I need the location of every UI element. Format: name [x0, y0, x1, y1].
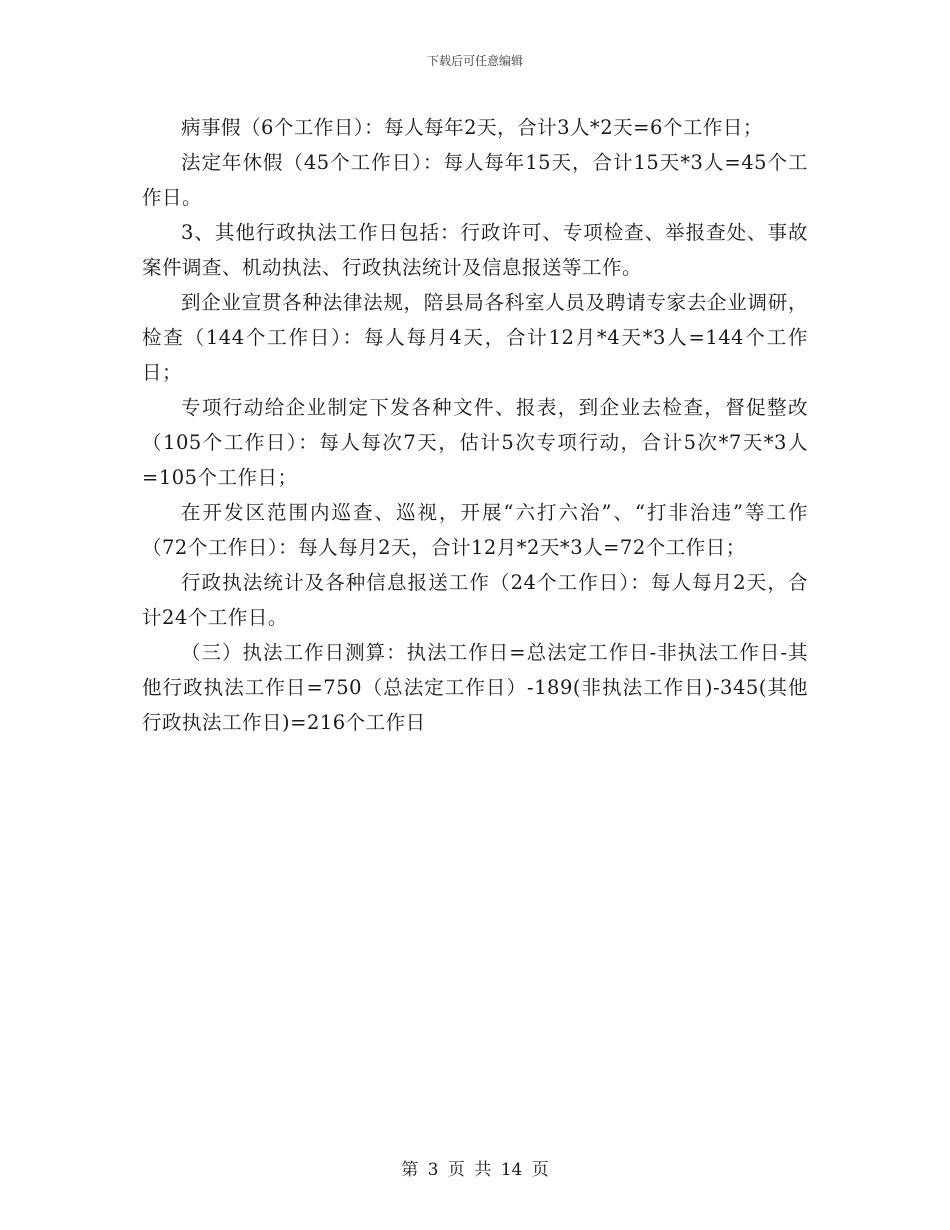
paragraph-sick-leave: 病事假（6个工作日）：每人每年2天，合计3人*2天=6个工作日； — [181, 116, 763, 139]
paragraph-enterprise-outreach: 到企业宣贯各种法律法规，陪县局各科室人员及聘请专家去企业调研，检查（144个工作日）：每人每月4天，合计12月*4天*3人=144个工作日； — [142, 291, 808, 384]
paragraph-other-enforcement: 3、其他行政执法工作日包括：行政许可、专项检查、举报查处、事故案件调查、机动执法、行政执法统计及信息报送等工作。 — [142, 221, 808, 279]
paragraph-workday-calculation: （三）执法工作日测算：执法工作日=总法定工作日-非执法工作日-其他行政执法工作日=750（总法定工作日）-189(非执法工作日)-345(其他行政执法工作日)=216个工作日 — [142, 641, 808, 734]
page-footer: 第 3 页 共 14 页 — [401, 1160, 549, 1180]
paragraph-special-actions: 专项行动给企业制定下发各种文件、报表，到企业去检查，督促整改（105个工作日）：每人每次7天，估计5次专项行动，合计5次*7天*3人=105个工作日； — [142, 396, 808, 489]
page-header: 下载后可任意编辑 — [426, 54, 523, 68]
document-body — [142, 110, 808, 740]
paragraph-annual-leave: 法定年休假（45个工作日）：每人每年15天，合计15天*3人=45个工作日。 — [142, 151, 808, 209]
paragraph-patrol: 在开发区范围内巡查、巡视，开展“六打六治”、“打非治违”等工作（72个工作日）：每人每月2天，合计12月*2天*3人=72个工作日； — [142, 501, 808, 559]
paragraph-statistics: 行政执法统计及各种信息报送工作（24个工作日）：每人每月2天，合计24个工作日。 — [142, 571, 808, 629]
